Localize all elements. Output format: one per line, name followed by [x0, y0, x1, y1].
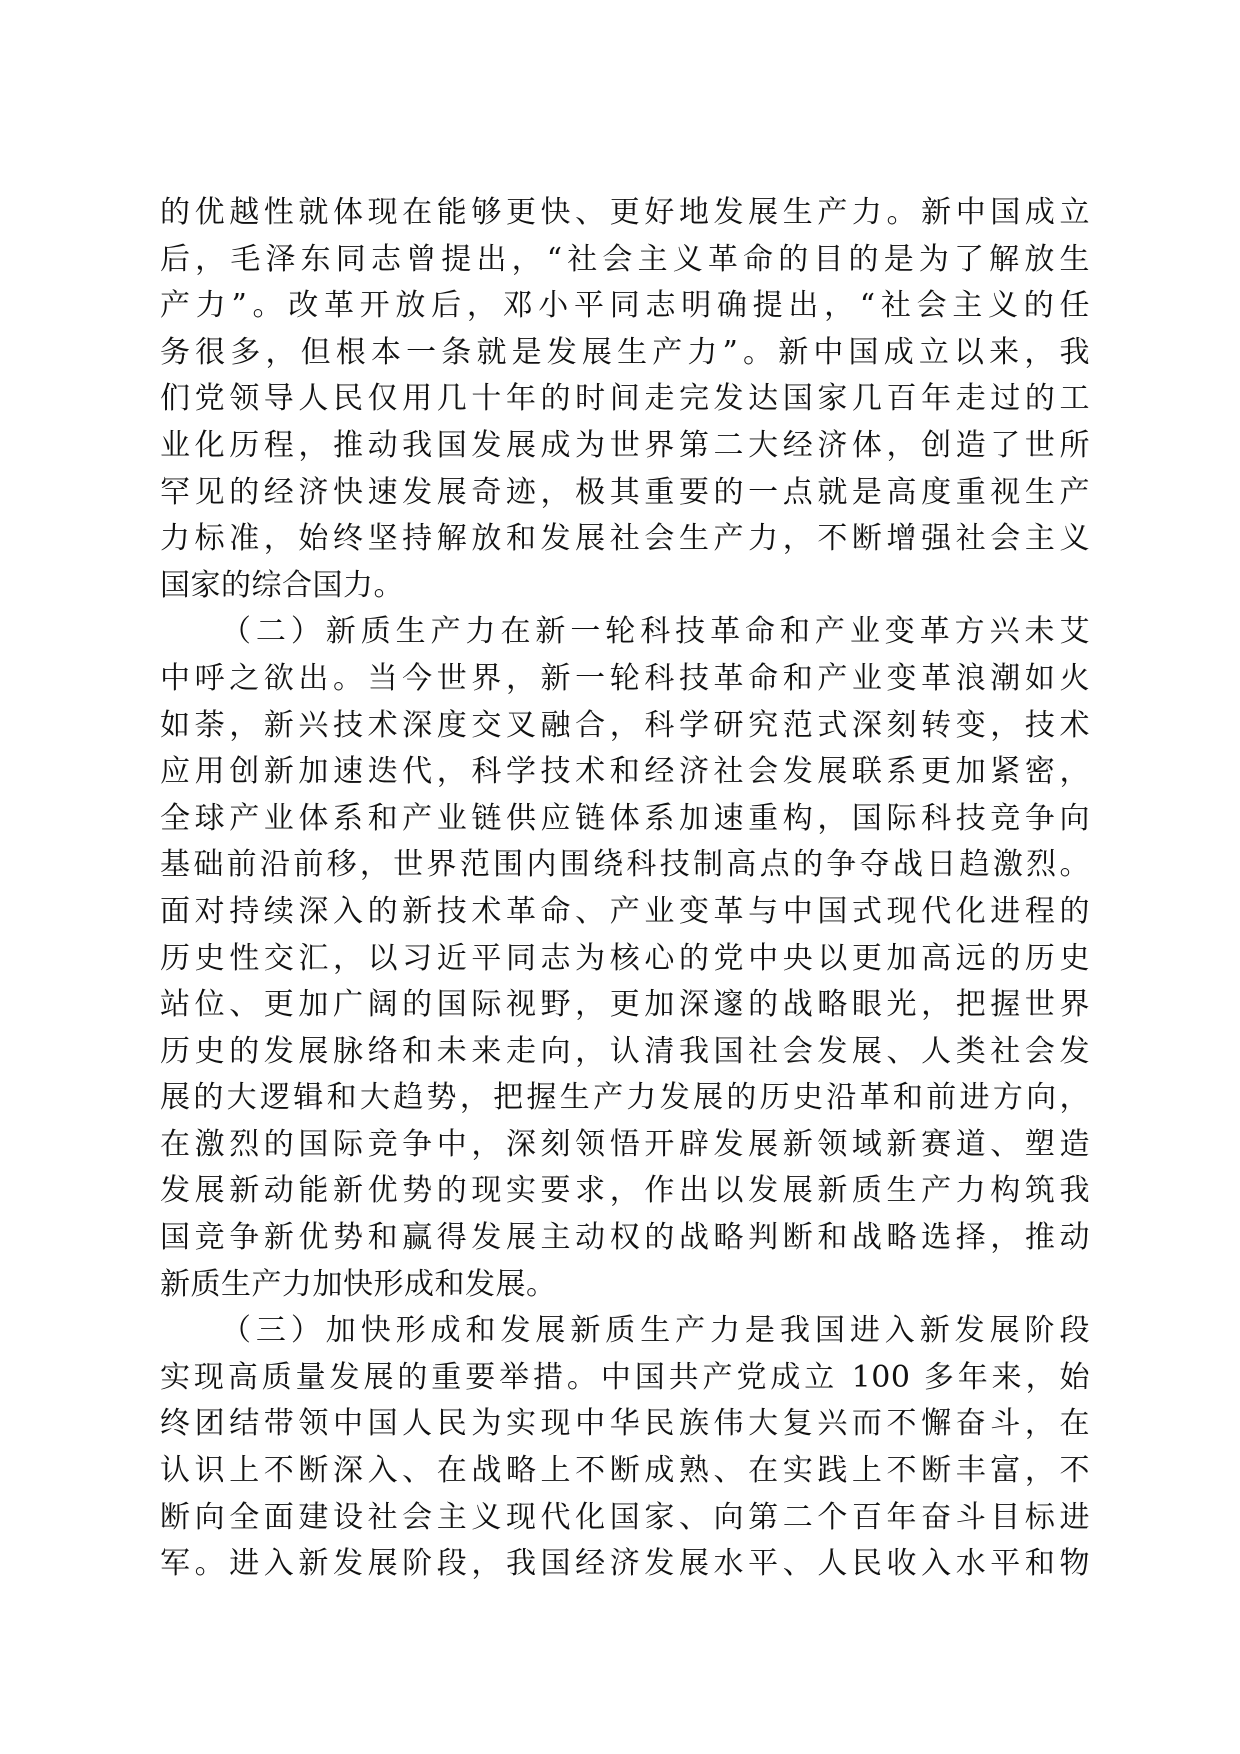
paragraph-line: 应用创新加速迭代，科学技术和经济社会发展联系更加紧密， — [160, 754, 1090, 790]
paragraph-2 — [160, 609, 1090, 1308]
paragraph-line: 面对持续深入的新技术革命、产业变革与中国式现代化进程的 — [160, 893, 1090, 929]
paragraph-line: 后，毛泽东同志曾提出，“社会主义革命的目的是为了解放生 — [160, 241, 1090, 277]
paragraph-line: 在激烈的国际竞争中，深刻领悟开辟发展新领域新赛道、塑造 — [160, 1126, 1090, 1162]
paragraph-line: 终团结带领中国人民为实现中华民族伟大复兴而不懈奋斗，在 — [160, 1406, 1090, 1442]
paragraph-line: 基础前沿前移，世界范围内围绕科技制高点的争夺战日趋激烈。 — [160, 847, 1090, 883]
paragraph-line: 国家的综合国力。 — [160, 567, 404, 603]
body-text — [160, 190, 1090, 1588]
paragraph-line: 产力”。改革开放后，邓小平同志明确提出，“社会主义的任 — [160, 288, 1090, 324]
paragraph-line: 务很多，但根本一条就是发展生产力”。新中国成立以来，我 — [160, 334, 1090, 370]
paragraph-line: 业化历程，推动我国发展成为世界第二大经济体，创造了世所 — [160, 427, 1090, 463]
paragraph-line: 们党领导人民仅用几十年的时间走完发达国家几百年走过的工 — [160, 381, 1090, 417]
paragraph-line: （二）新质生产力在新一轮科技革命和产业变革方兴未艾 — [221, 614, 1090, 650]
paragraph-1 — [160, 190, 1090, 609]
paragraph-line: 站位、更加广阔的国际视野，更加深邃的战略眼光，把握世界 — [160, 987, 1090, 1023]
paragraph-line: 力标准，始终坚持解放和发展社会生产力，不断增强社会主义 — [160, 521, 1090, 557]
paragraph-line: 断向全面建设社会主义现代化国家、向第二个百年奋斗目标进 — [160, 1499, 1090, 1535]
paragraph-line: 新质生产力加快形成和发展。 — [160, 1266, 557, 1302]
paragraph-line: 罕见的经济快速发展奇迹，极其重要的一点就是高度重视生产 — [160, 474, 1090, 510]
paragraph-line: 国竞争新优势和赢得发展主动权的战略判断和战略选择，推动 — [160, 1220, 1090, 1256]
paragraph-3 — [160, 1308, 1090, 1588]
paragraph-line: （三）加快形成和发展新质生产力是我国进入新发展阶段 — [221, 1313, 1090, 1349]
paragraph-line: 发展新动能新优势的现实要求，作出以发展新质生产力构筑我 — [160, 1173, 1090, 1209]
paragraph-line: 实现高质量发展的重要举措。中国共产党成立 100 多年来，始 — [160, 1359, 1090, 1395]
paragraph-line: 如荼，新兴技术深度交叉融合，科学研究范式深刻转变，技术 — [160, 707, 1090, 743]
paragraph-line: 展的大逻辑和大趋势，把握生产力发展的历史沿革和前进方向， — [160, 1080, 1090, 1116]
paragraph-line: 的优越性就体现在能够更快、更好地发展生产力。新中国成立 — [160, 195, 1090, 230]
paragraph-line: 认识上不断深入、在战略上不断成熟、在实践上不断丰富，不 — [160, 1453, 1090, 1489]
paragraph-line: 军。进入新发展阶段，我国经济发展水平、人民收入水平和物 — [160, 1546, 1090, 1582]
paragraph-line: 历史的发展脉络和未来走向，认清我国社会发展、人类社会发 — [160, 1033, 1090, 1069]
paragraph-line: 全球产业体系和产业链供应链体系加速重构，国际科技竞争向 — [160, 800, 1090, 836]
paragraph-line: 历史性交汇，以习近平同志为核心的党中央以更加高远的历史 — [160, 940, 1090, 976]
paragraph-line: 中呼之欲出。当今世界，新一轮科技革命和产业变革浪潮如火 — [160, 660, 1090, 696]
